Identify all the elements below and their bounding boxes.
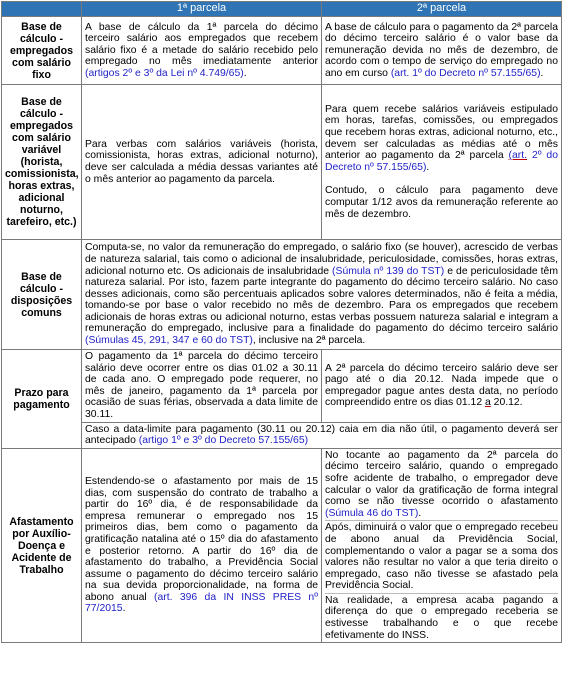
cell-text: , inclusive na 2ª parcela.: [252, 335, 366, 347]
cell-paragraph: Contudo, o cálculo para pagamento deve computar 1/12 avos da remuneração referente ao mês de dezembro.: [325, 185, 558, 220]
row-label: Base de cálculo - empregados com salário fixo: [2, 17, 82, 85]
cell-text: A base de cálculo da 1ª parcela do décimo terceiro salário aos empregados que recebem salário fixo é a metade do salário recebido pelo empregado no mês imediatamente anterior: [85, 21, 318, 68]
row-label: Base de cálculo - empregados com salário variável (horista, comissionista, horas extras, adicional noturno, tarefeiro, etc.): [2, 85, 82, 240]
legal-reference: (artigo 1º e 3º do Decreto 57.155/65): [138, 435, 309, 447]
cell-text: e de periculosidade têm natureza salarial. Por isto, fazem parte integrante do pagamento do décimo terceiro salário. No caso desses adicionais, como são percentuais aplicados sobre valores determinados, não é feita a média, tomando-se por base o valor recebido no mês de dezembro. Para os empregados que recebem adicionais de horas extras ou adicional noturno, estas verbas possuem natureza salarial e integram a remuneração do empregado, inclusive para a finalidade do pagamento do décimo terceiro salário: [85, 265, 558, 335]
header-first-installment: 1ª parcela: [82, 2, 322, 17]
cell-text: .: [243, 67, 247, 79]
table-row: [2, 422, 562, 448]
cell-paragraph: Após, diminuirá o valor que o empregado recebeu de abono anual da Previdência Social, complementando o valor a pagar se a soma dos valores não resultar no valor a que teria direito o empregado, caso não tivesse se afastado pela Previdência Social.: [325, 522, 558, 594]
cell-text: Caso a data-limite para pagamento (30.11 ou 20.12) caia em dia não útil, o pagamento deverá ser antecipado: [85, 423, 558, 447]
cell-text: No tocante ao pagamento da 2ª parcela do décimo terceiro salário, quando o empregado sofre acidente de trabalho, o empregador deve calcular o valor da gratificação de forma integral como se não tivesse ocorrido o afastamento: [325, 449, 558, 508]
cell-text: Computa-se, no valor da remuneração do empregado, o salário fixo (se houver), acrescido de verbas de natureza salarial, tais como o adicional de insalubridade, periculosidade, comissões, horas extras, adicional noturno etc. Os adicionais de insalubridade: [85, 242, 558, 277]
header-row: [2, 2, 562, 17]
cell-paragraph: Na realidade, a empresa acaba pagando a diferença do que o empregado receberia se estivesse trabalhando e o que recebe efetivamente do INSS.: [325, 594, 558, 641]
first-installment-cell: [82, 448, 322, 643]
cell-text: Estendendo-se o afastamento por mais de 15 dias, com suspensão do contrato de trabalho a partir do 16º dia, é de responsabilidade da empresa remunerar o empregado nos 15 primeiros dias, bem como o pagamento da gratificação natalina até o 15º dia do afastamento e posterior retorno. A partir do 16º dia de afastamento do trabalho, a Previdência Social assume o pagamento do décimo terceiro salário na sua devida proporcionalidade, na forma de abono anual: [85, 475, 318, 603]
table-row: [2, 85, 562, 240]
second-installment-cell: [322, 17, 562, 85]
first-installment-cell: Para verbas com salários variáveis (horista, comissionista, horas extras, adicional noturno), deve ser calculada a média dessas variantes até o mês anterior ao pagamento da parcela.: [82, 85, 322, 240]
legal-reference: (Súmulas 45, 291, 347 e 60 do TST): [85, 335, 253, 347]
legal-reference: (art.: [508, 150, 528, 162]
header-blank-cell: [2, 2, 82, 17]
first-installment-cell: O pagamento da 1ª parcela do décimo terceiro salário deve ocorrer entre os dias 01.02 a 30.11 de cada ano. O empregado pode requerer, no mês de janeiro, pagamento da 1ª parcela por ocasião de suas férias, observada a data limite de 30.11.: [82, 350, 322, 423]
row-label: Afastamento por Auxílio-Doença e Acidente de Trabalho: [2, 448, 82, 643]
cell-paragraph: [325, 450, 558, 522]
legal-reference: (Súmula 46 do TST): [325, 507, 419, 519]
legal-reference: (Súmula nº 139 do TST): [332, 265, 445, 277]
table-row: [2, 240, 562, 350]
legal-reference: (art. 396 da IN INSS PRES nº 77/2015: [85, 591, 319, 615]
cell-paragraph: [325, 104, 558, 174]
cell-text: Para quem recebe salários variáveis estipulado em horas, tarefas, comissões, ou empregados que recebem horas extras, adicional noturno, etc., devem ser calculadas as médias até o mês anterior ao pagamento da 2ª parcela: [325, 103, 558, 162]
second-installment-cell: [322, 448, 562, 643]
table-row: [2, 17, 562, 85]
row-label: Base de cálculo - disposições comuns: [2, 240, 82, 350]
legal-reference: (artigos 2º e 3º da Lei nº 4.749/65): [85, 67, 244, 79]
second-installment-cell: [322, 350, 562, 423]
row-label: Prazo para pagamento: [2, 350, 82, 449]
cell-text: .: [540, 67, 544, 79]
cell-text: .: [426, 161, 430, 173]
cell-text: A base de cálculo para o pagamento da 2ª parcela do décimo terceiro salário é o valor base da remuneração devida no mês de dezembro, de acordo com o tempo de serviço do empregado no ano em curso: [325, 21, 558, 79]
second-installment-cell: [322, 85, 562, 240]
legal-reference: (art. 1º do Decreto nº 57.155/65): [390, 67, 541, 79]
legal-reference: 2º do Decreto nº 57.155/65): [325, 150, 558, 173]
cell-text: .: [122, 603, 126, 615]
deadline-common-cell: [82, 422, 562, 448]
comparison-table: [1, 1, 562, 643]
table-row: [2, 448, 562, 643]
first-installment-cell: [82, 17, 322, 85]
cell-text: 20.12.: [490, 397, 523, 409]
cell-text: A 2ª parcela do décimo terceiro salário deve ser pago até o dia 20.12. Nada impede que o empregador pague antes desta data, no período compreendido entre os dias 01.12: [325, 362, 558, 409]
table-row: [2, 350, 562, 423]
cell-text: a: [485, 397, 491, 409]
common-provisions-cell: [82, 240, 562, 350]
header-second-installment: 2ª parcela: [322, 2, 562, 17]
cell-text: .: [418, 507, 422, 519]
